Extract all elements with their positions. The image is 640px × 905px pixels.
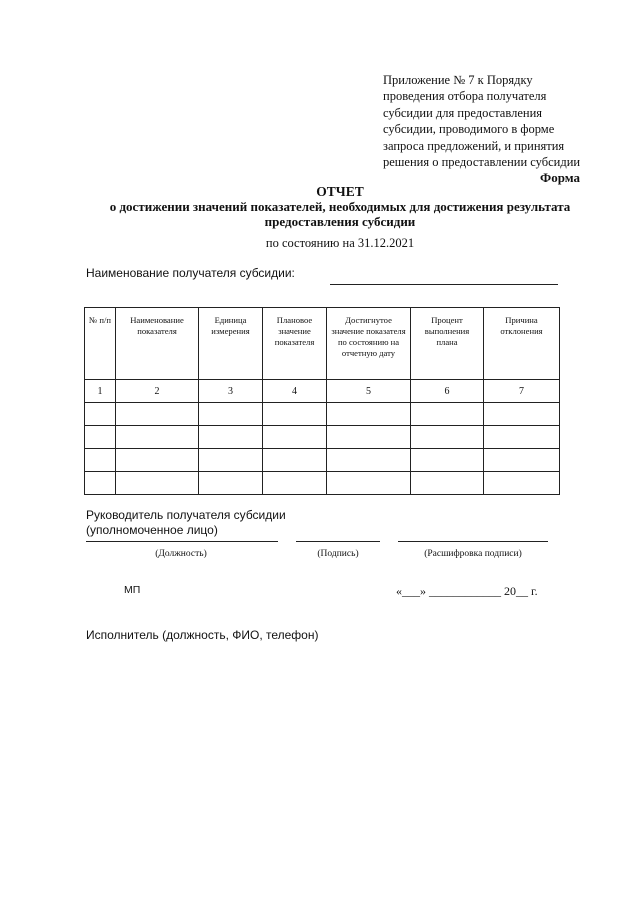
table-cell[interactable] [411,449,484,472]
column-number: 4 [263,380,327,403]
column-number: 5 [327,380,411,403]
table-cell[interactable] [263,403,327,426]
signature-label [86,508,286,538]
table-cell[interactable] [116,403,199,426]
table-cell[interactable] [327,426,411,449]
table-cell[interactable] [199,449,263,472]
header-completion-percent: Процент выполнения плана [411,308,484,380]
table-cell[interactable] [199,403,263,426]
table-cell[interactable] [263,472,327,495]
decode-caption: (Расшифровка подписи) [424,549,522,559]
executor-label: Исполнитель (должность, ФИО, телефон) [86,628,319,642]
column-number: 6 [411,380,484,403]
table-cell[interactable] [327,449,411,472]
signature-decode-line[interactable] [398,541,548,542]
table-cell[interactable] [199,472,263,495]
table-header-row [85,308,560,380]
header-achieved-value: Достигнутое значение показателя по состоянию на отчетную дату [327,308,411,380]
header-unit: Единица измерения [199,308,263,380]
position-line[interactable] [86,541,278,542]
date-field[interactable]: «___» ____________ 20__ г. [396,584,538,598]
annex-line: решения о предоставлении субсидии [383,155,581,170]
annex-line: субсидии, проводимого в форме [383,122,555,137]
table-cell[interactable] [484,472,560,495]
signature-caption: (Подпись) [317,549,359,559]
form-label: Форма [540,170,580,185]
table-row [85,426,560,449]
signature-label-line-2: (уполномоченное лицо) [86,523,218,537]
header-deviation-reason: Причина отклонения [484,308,560,380]
position-caption: (Должность) [155,549,207,559]
column-number: 1 [85,380,116,403]
annex-line: проведения отбора получателя [383,89,547,104]
title-line-1: о достижении значений показателей, необходимых для достижения результата [109,199,571,214]
table-cell[interactable] [116,426,199,449]
signature-label-line-1: Руководитель получателя субсидии [86,508,286,522]
column-number: 2 [116,380,199,403]
table-cell[interactable] [484,403,560,426]
annex-line: субсидии для предоставления [383,105,543,120]
table-cell[interactable] [85,403,116,426]
recipient-label: Наименование получателя субсидии: [86,266,295,280]
title-line-2: предоставления субсидии [264,214,416,229]
table-cell[interactable] [411,472,484,495]
table-row [85,403,560,426]
signature-line[interactable] [296,541,380,542]
table-cell[interactable] [411,426,484,449]
recipient-field[interactable] [330,284,558,285]
table-cell[interactable] [116,449,199,472]
table-cell[interactable] [484,449,560,472]
annex-line: запроса предложений, и принятия [383,138,565,153]
table-cell[interactable] [327,472,411,495]
table-cell[interactable] [411,403,484,426]
table-cell[interactable] [263,426,327,449]
header-indicator-name: Наименование показателя [116,308,199,380]
table-cell[interactable] [85,449,116,472]
header-number: № п/п [85,308,116,380]
table-cell[interactable] [85,426,116,449]
column-number: 3 [199,380,263,403]
title-main: ОТЧЕТ [316,184,364,199]
stamp-place: МП [124,584,141,596]
table-row [85,449,560,472]
table-cell[interactable] [85,472,116,495]
table-cell[interactable] [116,472,199,495]
annex-line: Приложение № 7 к Порядку [383,73,533,87]
as-of-date: по состоянию на 31.12.2021 [265,236,415,250]
header-planned-value: Плановое значение показателя [263,308,327,380]
column-number: 7 [484,380,560,403]
table-cell[interactable] [199,426,263,449]
table-cell[interactable] [263,449,327,472]
indicators-table [84,307,560,495]
annex-reference [383,72,603,170]
table-cell[interactable] [327,403,411,426]
column-number-row [85,380,560,403]
table-row [85,472,560,495]
document-title [90,184,590,229]
table-cell[interactable] [484,426,560,449]
